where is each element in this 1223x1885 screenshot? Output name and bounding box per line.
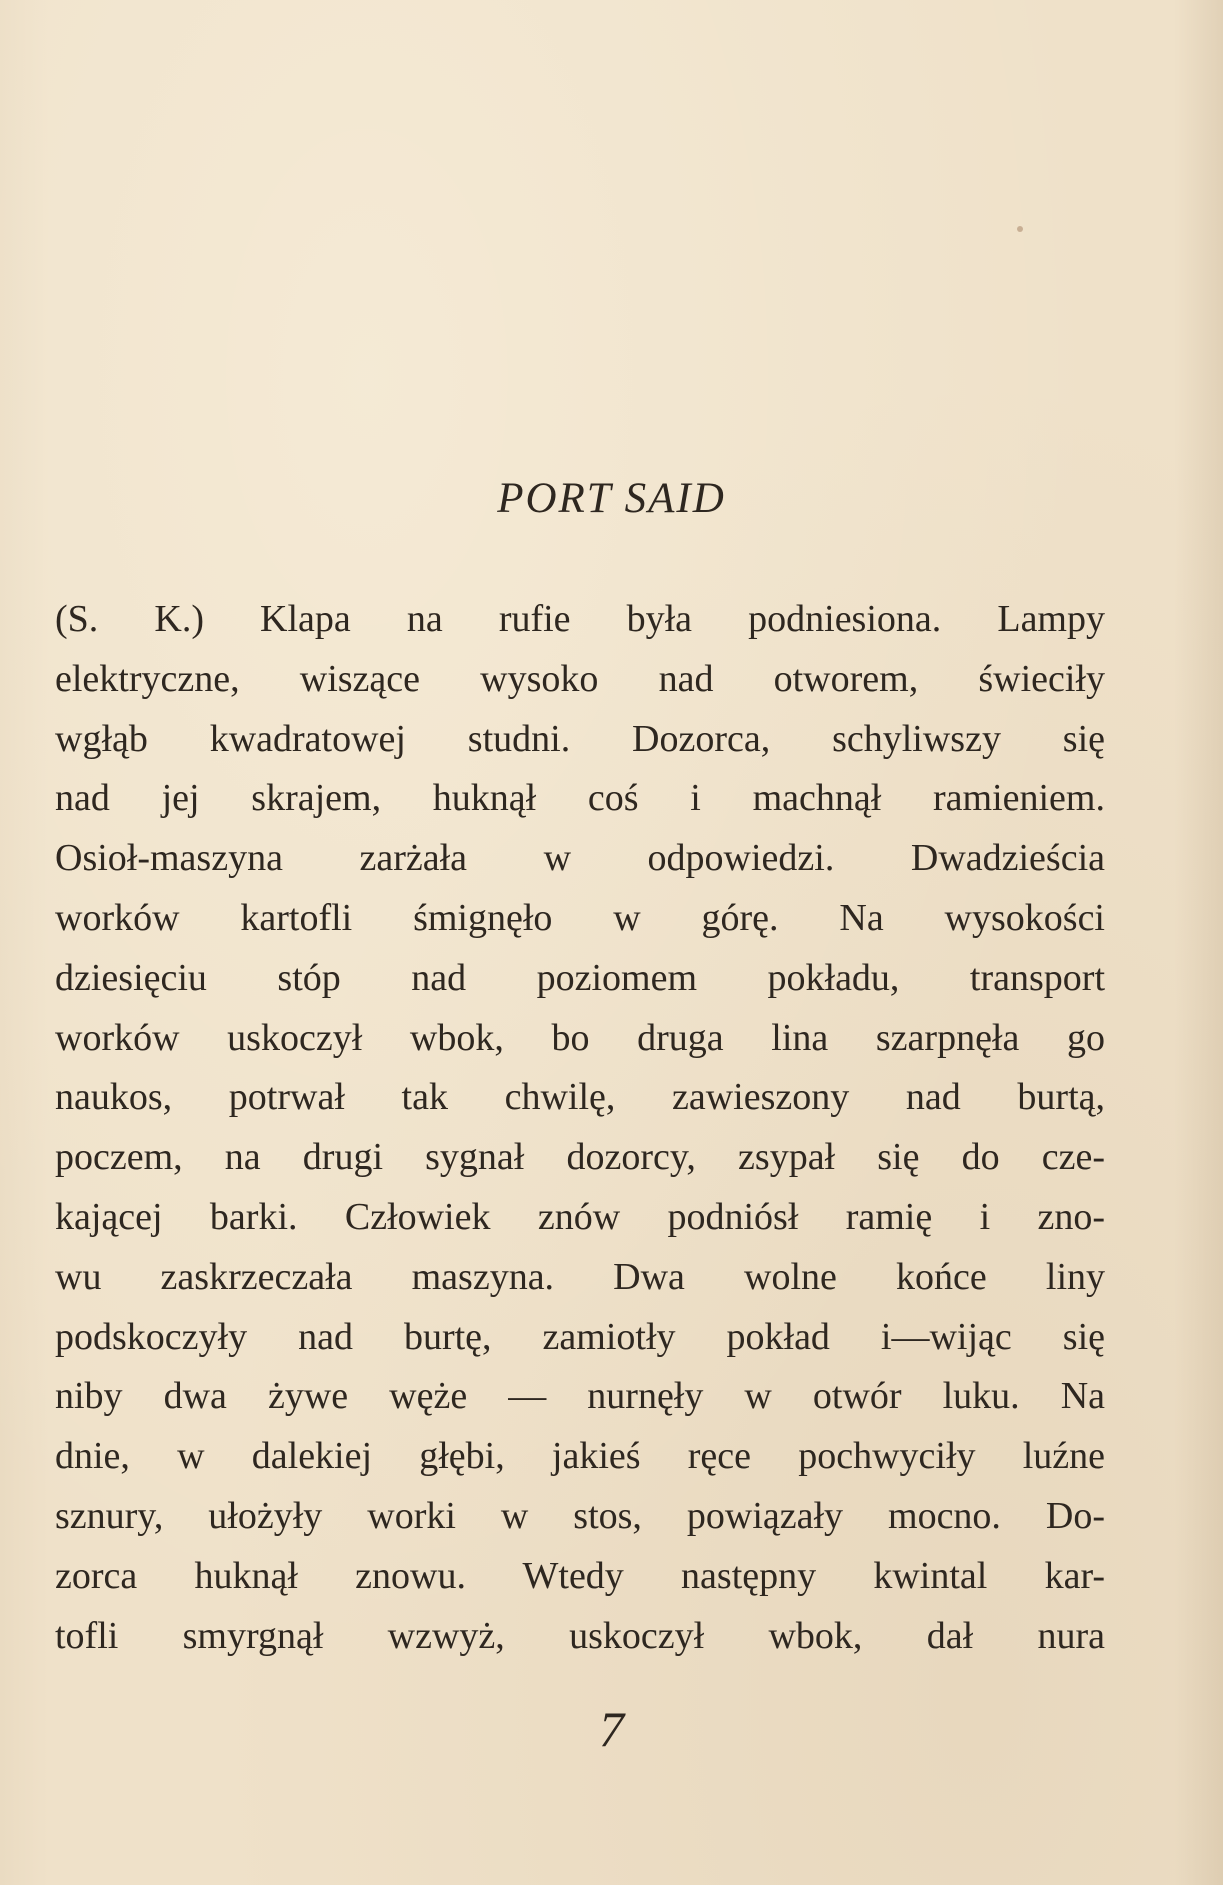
text-line: elektryczne, wiszące wysoko nad otworem, świeciły: [55, 657, 1105, 700]
text-line: sznury, ułożyły worki w stos, powiązały mocno. Do-: [55, 1494, 1105, 1537]
text-line: (S. K.) Klapa na rufie była podniesiona. Lampy: [55, 598, 1105, 640]
text-line: Osioł-maszyna zarżała w odpowiedzi. Dwadzieścia: [55, 837, 1105, 880]
text-line: wgłąb kwadratowej studni. Dozorca, schyliwszy się: [55, 717, 1105, 760]
text-line: worków kartofli śmignęło w górę. Na wysokości: [55, 896, 1105, 939]
page-number: 7: [599, 1701, 624, 1757]
text-line: poczem, na drugi sygnał dozorcy, zsypał się do cze-: [55, 1136, 1105, 1179]
text-line: niby dwa żywe węże — nurnęły w otwór luku. Na: [55, 1375, 1105, 1418]
text-line: kającej barki. Człowiek znów podniósł ramię i zno-: [55, 1195, 1105, 1238]
text-line: nad jej skrajem, huknął coś i machnął ramieniem.: [55, 777, 1105, 820]
text-line: dziesięciu stóp nad poziomem pokładu, transport: [55, 956, 1105, 999]
body-text: [55, 590, 1105, 1666]
paper-spot: [1017, 226, 1023, 232]
text-line: zorca huknął znowu. Wtedy następny kwintal kar-: [55, 1554, 1105, 1597]
text-line: wu zaskrzeczała maszyna. Dwa wolne końce liny: [55, 1255, 1105, 1298]
text-line: dnie, w dalekiej głębi, jakieś ręce pochwyciły luźne: [55, 1435, 1105, 1478]
chapter-title: PORT SAID: [497, 475, 726, 522]
text-line: worków uskoczył wbok, bo druga lina szarpnęła go: [55, 1016, 1105, 1059]
text-line: tofli smyrgnął wzwyż, uskoczył wbok, dał nura: [55, 1614, 1105, 1657]
text-line: podskoczyły nad burtę, zamiotły pokład i—wijąc się: [55, 1315, 1105, 1358]
text-line: naukos, potrwał tak chwilę, zawieszony nad burtą,: [55, 1076, 1105, 1119]
